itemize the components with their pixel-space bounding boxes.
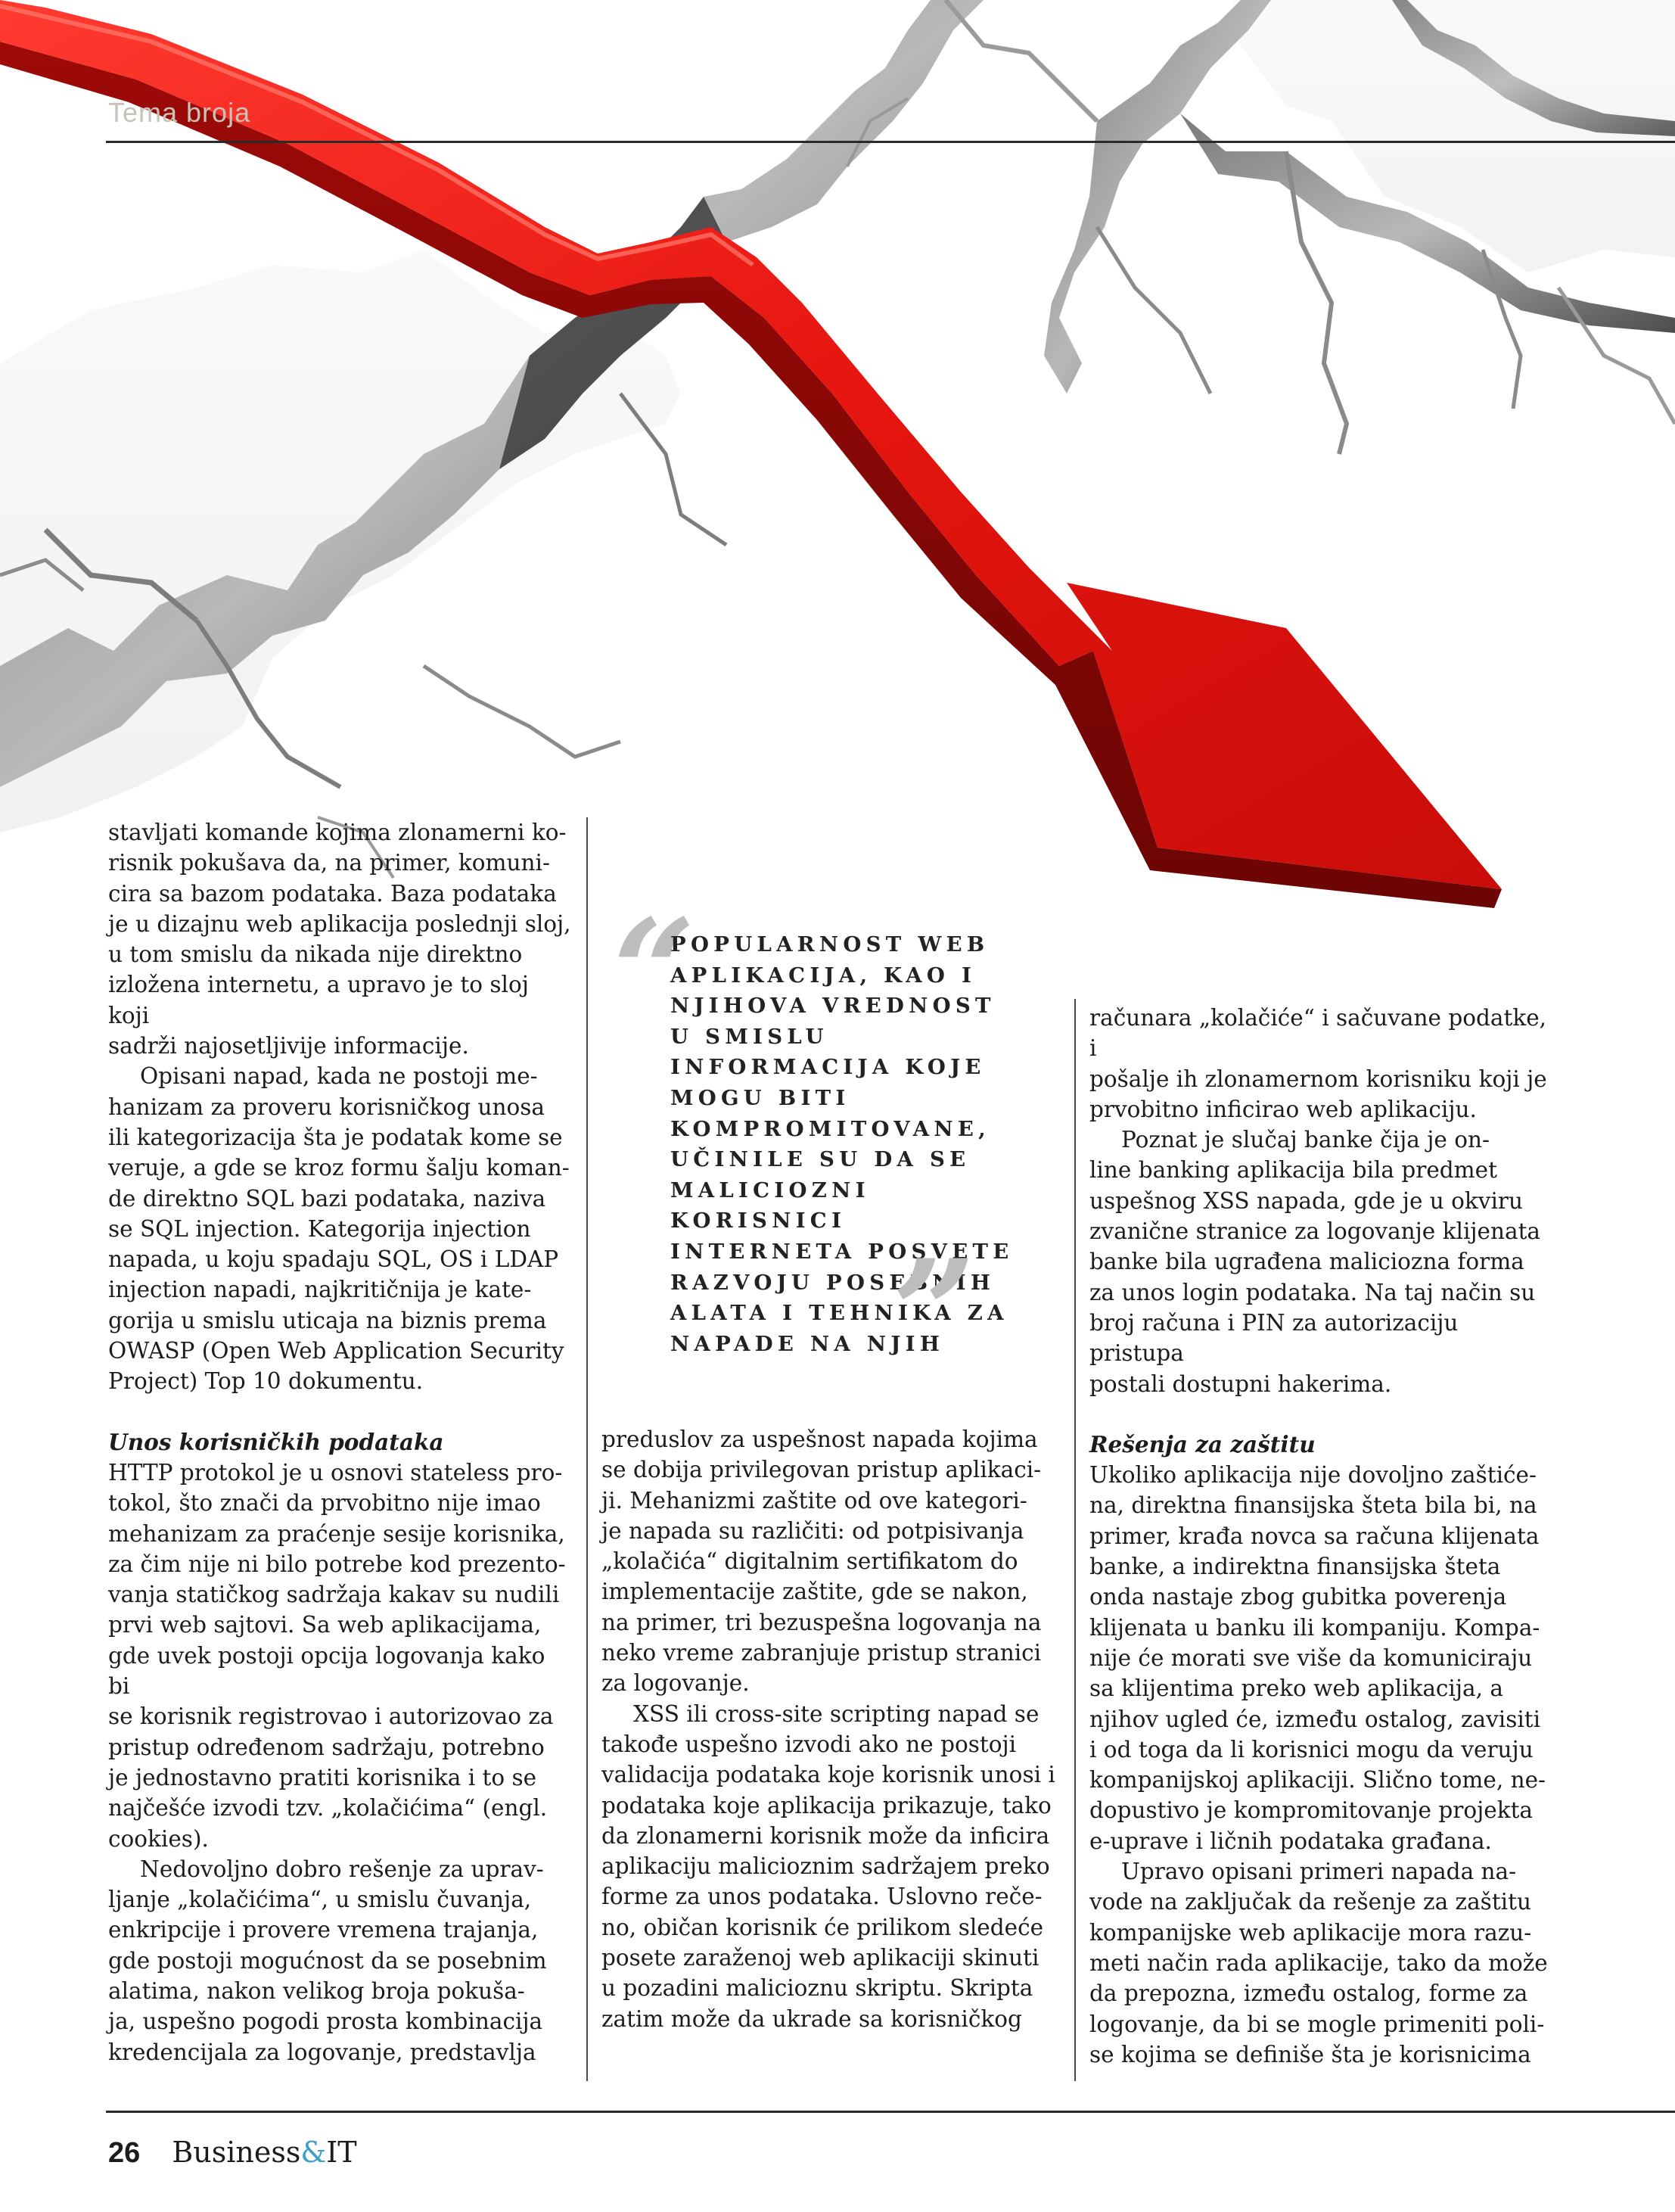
text-line: za unos login podataka. Na taj način su: [1089, 1279, 1536, 1305]
text-line: HTTP protokol je u osnovi stateless pro-: [108, 1459, 563, 1486]
text-line: posete zaraženoj web aplikaciji skinuti: [601, 1945, 1039, 1971]
text-line: cookies).: [108, 1825, 209, 1852]
text-line: da zlonamerni korisnik može da inficira: [601, 1822, 1050, 1849]
text-line: se kojima se definiše šta je korisnicima: [1089, 2041, 1531, 2067]
text-line: gde uvek postoji opcija logovanja kako bi: [108, 1642, 545, 1700]
text-line: Nedovoljno dobro rešenje za uprav-: [140, 1856, 544, 1882]
open-quote-mark: “: [613, 888, 696, 1056]
text-line: ljanje „kolačićima“, u smislu čuvanja,: [108, 1887, 532, 1913]
text-line: na primer, tri bezuspešna logovanja na: [601, 1609, 1042, 1635]
text-line: sa klijentima preko web aplikacija, a: [1089, 1675, 1503, 1702]
paragraph: [1089, 1125, 1558, 1399]
text-line: enkripcije i provere vremena trajanja,: [108, 1917, 539, 1943]
page-footer: [108, 2136, 357, 2170]
text-line: je u dizajnu web aplikacija poslednji sloj,: [108, 910, 571, 937]
paragraph: [108, 1061, 573, 1396]
text-line: sadrži najosetljivije informacije.: [108, 1033, 469, 1059]
text-line: veruje, a gde se kroz formu šalju koman-: [108, 1155, 570, 1181]
text-line: primer, krađa novca sa računa klijenata: [1089, 1523, 1540, 1549]
text-line: aplikaciju malicioznim sadržajem preko: [601, 1853, 1050, 1880]
text-line: Ukoliko aplikacija nije dovoljno zaštiće-: [1089, 1462, 1537, 1489]
text-line: forme za unos podataka. Uslovno reče-: [601, 1884, 1043, 1910]
text-line: se korisnik registrovao i autorizovao za: [108, 1703, 554, 1730]
text-line: računara „kolačiće“ i sačuvane podatke, i: [1089, 1005, 1547, 1062]
paragraph: [108, 817, 573, 1061]
paragraph: [601, 1424, 1055, 1699]
paragraph: [1089, 1003, 1558, 1125]
column-divider: [1074, 999, 1076, 2081]
text-line: tokol, što znači da prvobitno nije imao: [108, 1490, 541, 1517]
text-line: logovanje, da bi se mogle primeniti poli-: [1089, 2011, 1545, 2037]
text-line: je napada su različiti: od potpisivanja: [601, 1517, 1024, 1544]
text-line: de direktno SQL bazi podataka, naziva: [108, 1185, 546, 1212]
text-line: se dobija privilegovan pristup aplikaci-: [601, 1457, 1042, 1483]
text-line: da prepozna, između ostalog, forme za: [1089, 1980, 1528, 2007]
brand-part: Business: [172, 2136, 301, 2169]
text-line: Opisani napad, kada ne postoji me-: [140, 1063, 538, 1090]
text-line: pristup određenom sadržaju, potrebno: [108, 1734, 545, 1760]
text-line: Project) Top 10 dokumentu.: [108, 1368, 424, 1395]
text-line: najčešće izvodi tzv. „kolačićima“ (engl.: [108, 1795, 548, 1822]
text-line: Poznat je slučaj banke čija je on-: [1121, 1127, 1490, 1153]
text-line: banke bila ugrađena maliciozna forma: [1089, 1249, 1524, 1275]
text-line: u tom smislu da nikada nije direktno: [108, 941, 523, 968]
text-line: za logovanje.: [601, 1670, 750, 1697]
subheading-user-input: Unos korisničkih podataka: [108, 1428, 444, 1455]
text-line: uspešnog XSS napada, gde je u okviru: [1089, 1187, 1524, 1214]
section-label: Tema broja: [108, 97, 251, 128]
text-line: hanizam za proveru korisničkog unosa: [108, 1094, 545, 1120]
text-line: izložena internetu, a upravo je to sloj koji: [108, 972, 529, 1028]
article-column-3: [1089, 1003, 1558, 2070]
paragraph: [108, 1458, 573, 1854]
paragraph: [108, 1854, 573, 2067]
brand-part: IT: [326, 2136, 357, 2169]
header-rule: [106, 141, 1675, 143]
text-line: Upravo opisani primeri napada na-: [1121, 1859, 1517, 1885]
text-line: XSS ili cross-site scripting napad se: [633, 1700, 1039, 1727]
text-line: nije će morati sve više da komuniciraju: [1089, 1644, 1533, 1671]
text-line: banke, a indirektna finansijska šteta: [1089, 1554, 1501, 1580]
article-column-2: [601, 1424, 1055, 2034]
text-line: njihov ugled će, između ostalog, zavisiti: [1089, 1706, 1541, 1732]
text-line: zatim može da ukrade sa korisničkog: [601, 2005, 1022, 2032]
text-line: cira sa bazom podataka. Baza podataka: [108, 880, 557, 907]
text-line: podataka koje aplikacija prikazuje, tako: [601, 1792, 1052, 1818]
text-line: gorija u smislu uticaja na biznis prema: [108, 1307, 547, 1333]
text-line: alatima, nakon velikog broja pokuša-: [108, 1977, 525, 2004]
text-line: i od toga da li korisnici mogu da veruju: [1089, 1736, 1534, 1762]
text-line: line banking aplikacija bila predmet: [1089, 1157, 1497, 1184]
text-line: meti način rada aplikacije, tako da može: [1089, 1949, 1548, 1976]
text-line: risnik pokušava da, na primer, komuni-: [108, 850, 550, 876]
paragraph: [1089, 1460, 1558, 1856]
text-line: prvi web sajtovi. Sa web aplikacijama,: [108, 1612, 542, 1638]
text-line: mehanizam za praćenje sesije korisnika,: [108, 1520, 565, 1547]
text-line: gde postoji mogućnost da se posebnim: [108, 1947, 547, 1974]
text-line: validacija podataka koje korisnik unosi i: [601, 1762, 1055, 1788]
text-line: stavljati komande kojima zlonamerni ko-: [108, 820, 567, 845]
text-line: implementacije zaštite, gde se nakon,: [601, 1579, 1028, 1605]
brand-ampersand: &: [300, 2136, 327, 2169]
text-line: neko vreme zabranjuje pristup stranici: [601, 1640, 1042, 1666]
text-line: pošalje ih zlonamernom korisniku koji je: [1089, 1066, 1547, 1092]
paragraph: [1089, 1856, 1558, 2070]
footer-rule: [106, 2111, 1675, 2113]
text-line: broj računa i PIN za autorizaciju pristupa: [1089, 1309, 1459, 1367]
text-line: „kolačića“ digitalnim sertifikatom do: [601, 1548, 1018, 1575]
pull-quote: POPULARNOST WEB APLIKACIJA, KAO I NJIHOVA VREDNOST U SMISLU INFORMACIJA KOJE MOGU BITI KOMPROMITOVANE, UČINILE SU DA SE MALICIOZNI KORISNICI INTERNETA POSVETE RAZVOJU POSEBNIH ALATA I TEHNIKA ZA NAPADE NA NJIH: [670, 932, 1014, 1356]
text-line: se SQL injection. Kategorija injection: [108, 1215, 531, 1242]
magazine-brand: [172, 2136, 356, 2169]
text-line: klijenata u banku ili kompaniju. Kompa-: [1089, 1614, 1540, 1641]
close-quote-mark: ”: [893, 1228, 976, 1397]
text-line: prvobitno inficirao web aplikaciju.: [1089, 1096, 1477, 1122]
text-line: vode na zaključak da rešenje za zaštitu: [1089, 1889, 1531, 1915]
subheading-protection-solutions: Rešenja za zaštitu: [1089, 1430, 1316, 1458]
text-line: no, običan korisnik će prilikom sledeće: [601, 1914, 1044, 1940]
text-line: preduslov za uspešnost napada kojima: [601, 1426, 1038, 1452]
text-line: kompanijskoj aplikaciji. Slično tome, ne-: [1089, 1767, 1546, 1794]
text-line: postali dostupni hakerima.: [1089, 1370, 1392, 1397]
text-line: ili kategorizacija šta je podatak kome se: [108, 1124, 563, 1150]
text-line: kredencijala za logovanje, predstavlja: [108, 2039, 536, 2065]
page-number: 26: [108, 2137, 141, 2169]
text-line: injection napadi, najkritičnija je kate-: [108, 1277, 532, 1303]
text-line: ja, uspešno pogodi prosta kombinacija: [108, 2008, 543, 2035]
text-line: dopustivo je kompromitovanje projekta: [1089, 1797, 1534, 1824]
text-line: napada, u koju spadaju SQL, OS i LDAP: [108, 1246, 559, 1273]
text-line: u pozadini malicioznu skriptu. Skripta: [601, 1975, 1033, 2002]
text-line: je jednostavno pratiti korisnika i to se: [108, 1764, 537, 1790]
text-line: e-uprave i ličnih podataka građana.: [1089, 1828, 1492, 1854]
text-line: takođe uspešno izvodi ako ne postoji: [601, 1731, 1017, 1757]
text-line: za čim nije ni bilo potrebe kod prezento-: [108, 1551, 566, 1577]
text-line: zvanične stranice za logovanje klijenata: [1089, 1218, 1541, 1245]
text-line: ji. Mehanizmi zaštite od ove kategori-: [601, 1487, 1027, 1514]
column-divider: [586, 817, 588, 2081]
text-line: vanja statičkog sadržaja kakav su nudili: [108, 1582, 560, 1608]
paragraph: [601, 1699, 1055, 2034]
text-line: onda nastaje zbog gubitka poverenja: [1089, 1584, 1507, 1610]
article-column-1: [108, 817, 573, 2067]
text-line: kompanijske web aplikacije mora razu-: [1089, 1919, 1532, 1946]
text-line: OWASP (Open Web Application Security: [108, 1338, 564, 1364]
text-line: na, direktna finansijska šteta bila bi, na: [1089, 1492, 1537, 1519]
